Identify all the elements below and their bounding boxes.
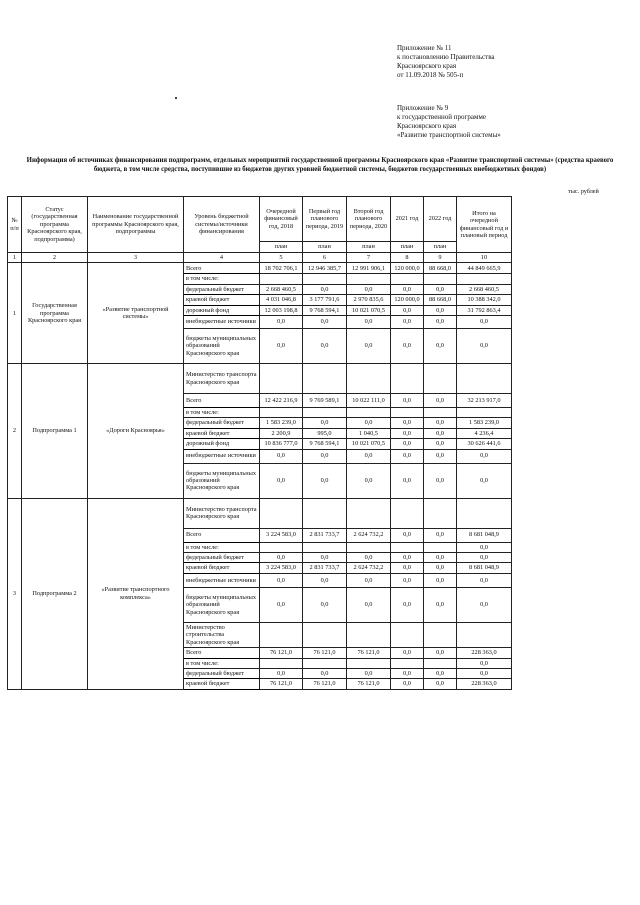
appendix-11-block [397,44,495,80]
budget-level-cell: дорожный фонд [184,305,260,315]
amount-cell [260,498,303,528]
amount-cell: 4 236,4 [457,428,512,438]
amount-cell [347,622,391,647]
budget-level-cell: внебюджетные источники [184,573,260,587]
header-n: № п/п [8,197,22,253]
header-2021: 2021 год [391,197,424,242]
column-index: 3 [88,253,184,263]
header-plan: план [391,242,424,253]
amount-cell: 0,0 [391,668,424,678]
budget-level-cell: Всего [184,528,260,542]
amount-cell [424,364,457,394]
amount-cell: 10 836 777,0 [260,439,303,449]
budget-level-cell: Министерство строительства Красноярского края [184,622,260,647]
amount-cell [260,658,303,668]
amount-cell: 0,0 [260,463,303,498]
amount-cell [424,622,457,647]
header-total: Итого на очередной финансовый год и плановый период [457,197,512,253]
amount-cell: 12 422 216,9 [260,394,303,408]
amount-cell: 88 668,0 [424,263,457,274]
amount-cell: 0,0 [303,329,347,364]
amount-cell [260,408,303,418]
amount-cell [347,274,391,284]
amount-cell: 0,0 [457,449,512,463]
amount-cell: 8 681 048,9 [457,563,512,573]
amount-cell: 0,0 [424,439,457,449]
column-index: 9 [424,253,457,263]
amount-cell: 0,0 [457,463,512,498]
amount-cell [391,498,424,528]
amount-cell: 0,0 [391,573,424,587]
amount-cell: 0,0 [424,587,457,622]
amount-cell: 0,0 [424,648,457,658]
amount-cell: 31 792 863,4 [457,305,512,315]
budget-level-cell: в том числе: [184,542,260,552]
table-row [8,498,512,528]
name-cell: «Развитие транспортной системы» [88,263,184,364]
budget-level-cell: внебюджетные источники [184,316,260,329]
appendix-11-line: от 11.09.2018 № 505-п [397,71,464,79]
budget-level-cell: краевой бюджет [184,679,260,689]
amount-cell [391,542,424,552]
column-index: 10 [457,253,512,263]
amount-cell [457,622,512,647]
header-2018: Очередной финансовый год, 2018 [260,197,303,242]
amount-cell: 0,0 [303,573,347,587]
amount-cell [391,364,424,394]
amount-cell [260,364,303,394]
amount-cell: 0,0 [424,553,457,563]
amount-cell [347,364,391,394]
amount-cell [391,408,424,418]
units-label: тыс. рублей [568,188,599,195]
amount-cell [424,274,457,284]
amount-cell: 0,0 [391,439,424,449]
column-index: 5 [260,253,303,263]
amount-cell: 0,0 [347,449,391,463]
amount-cell: 0,0 [457,658,512,668]
amount-cell: 0,0 [457,587,512,622]
amount-cell: 995,0 [303,428,347,438]
amount-cell [260,274,303,284]
amount-cell: 0,0 [391,329,424,364]
budget-level-cell: Министерство транспорта Красноярского края [184,364,260,394]
budget-level-cell: внебюджетные источники [184,449,260,463]
budget-level-cell: Всего [184,394,260,408]
amount-cell: 76 121,0 [260,679,303,689]
amount-cell: 0,0 [260,668,303,678]
budget-level-cell: Всего [184,263,260,274]
amount-cell: 2 970 835,6 [347,295,391,305]
amount-cell: 0,0 [347,587,391,622]
amount-cell: 120 000,0 [391,263,424,274]
amount-cell [391,622,424,647]
amount-cell: 0,0 [424,563,457,573]
amount-cell: 120 000,0 [391,295,424,305]
amount-cell: 76 121,0 [347,679,391,689]
amount-cell [260,542,303,552]
amount-cell: 0,0 [457,316,512,329]
amount-cell [424,408,457,418]
amount-cell [424,542,457,552]
amount-cell: 32 213 917,0 [457,394,512,408]
amount-cell: 9 768 594,1 [303,305,347,315]
column-index: 4 [184,253,260,263]
amount-cell: 0,0 [391,305,424,315]
amount-cell: 4 031 046,8 [260,295,303,305]
amount-cell: 0,0 [303,463,347,498]
document-title: Информация об источниках финансирования подпрограмм, отдельных мероприятий государственной программы Красноярского края «Развитие транспортной системы» (средства краевого бюджета, в том числе средства, поступившие из бюджетов других уровней бюджетной системы, бюджетов государственных внебюджетных фондов) [26,157,614,173]
amount-cell: 1 583 239,0 [457,418,512,428]
amount-cell: 0,0 [391,418,424,428]
row-number: 1 [8,263,22,364]
amount-cell: 0,0 [347,329,391,364]
amount-cell: 0,0 [457,573,512,587]
name-cell: «Развитие транспортного комплекса» [88,498,184,689]
amount-cell: 0,0 [424,316,457,329]
amount-cell: 10 021 070,5 [347,439,391,449]
budget-level-cell: краевой бюджет [184,428,260,438]
amount-cell: 10 021 070,5 [347,305,391,315]
amount-cell: 9 768 594,1 [303,439,347,449]
amount-cell: 2 624 732,2 [347,563,391,573]
financing-table [7,196,512,690]
budget-level-cell: краевой бюджет [184,295,260,305]
amount-cell: 0,0 [303,316,347,329]
header-2022: 2022 год [424,197,457,242]
amount-cell [303,364,347,394]
budget-level-cell: Всего [184,648,260,658]
status-cell: Подпрограмма 1 [22,364,88,499]
amount-cell: 2 200,9 [260,428,303,438]
amount-cell: 18 702 706,1 [260,263,303,274]
header-level: Уровень бюджетной системы/источники финансирования [184,197,260,253]
amount-cell: 0,0 [391,394,424,408]
amount-cell: 0,0 [391,528,424,542]
appendix-9-line: Красноярского края [397,122,457,130]
appendix-11-line: к постановлению Правительства [397,53,495,61]
budget-level-cell: федеральный бюджет [184,284,260,294]
amount-cell: 10 022 111,0 [347,394,391,408]
budget-level-cell: в том числе: [184,658,260,668]
amount-cell: 12 991 906,1 [347,263,391,274]
amount-cell: 228 363,0 [457,679,512,689]
appendix-11-line: Красноярского края [397,62,457,70]
amount-cell: 0,0 [303,418,347,428]
budget-level-cell: федеральный бюджет [184,418,260,428]
budget-level-cell: краевой бюджет [184,563,260,573]
amount-cell [303,498,347,528]
amount-cell: 0,0 [424,463,457,498]
amount-cell: 0,0 [260,573,303,587]
amount-cell: 76 121,0 [347,648,391,658]
amount-cell [391,274,424,284]
amount-cell: 0,0 [347,668,391,678]
amount-cell: 0,0 [303,587,347,622]
amount-cell [347,408,391,418]
amount-cell: 0,0 [260,553,303,563]
amount-cell: 0,0 [457,553,512,563]
amount-cell: 0,0 [424,679,457,689]
amount-cell [303,274,347,284]
appendix-9-line: к государственной программе [397,113,486,121]
amount-cell: 0,0 [260,316,303,329]
amount-cell [424,498,457,528]
amount-cell: 2 668 460,5 [457,284,512,294]
amount-cell: 0,0 [424,449,457,463]
header-row [8,197,512,242]
amount-cell: 1 583 239,0 [260,418,303,428]
amount-cell: 76 121,0 [303,679,347,689]
amount-cell: 0,0 [347,573,391,587]
amount-cell: 0,0 [424,329,457,364]
budget-level-cell: в том числе: [184,408,260,418]
amount-cell: 0,0 [391,679,424,689]
amount-cell [303,658,347,668]
status-cell: Подпрограмма 2 [22,498,88,689]
appendix-11-line: Приложение № 11 [397,44,452,52]
budget-level-cell: бюджеты муниципальных образований Красноярского края [184,463,260,498]
amount-cell: 0,0 [260,587,303,622]
amount-cell: 0,0 [347,284,391,294]
amount-cell: 88 668,0 [424,295,457,305]
column-index: 7 [347,253,391,263]
amount-cell [303,408,347,418]
header-plan: план [303,242,347,253]
amount-cell [391,658,424,668]
amount-cell: 0,0 [457,542,512,552]
amount-cell: 0,0 [303,668,347,678]
amount-cell [424,658,457,668]
amount-cell: 0,0 [303,553,347,563]
amount-cell [457,364,512,394]
amount-cell: 0,0 [391,648,424,658]
header-status: Статус (государственная программа Красноярского края, подпрограмма) [22,197,88,253]
amount-cell: 3 224 583,0 [260,563,303,573]
header-plan: план [424,242,457,253]
amount-cell: 0,0 [260,329,303,364]
amount-cell: 2 831 733,7 [303,528,347,542]
column-index: 6 [303,253,347,263]
amount-cell [260,622,303,647]
amount-cell: 9 769 589,1 [303,394,347,408]
amount-cell: 8 681 048,9 [457,528,512,542]
amount-cell: 0,0 [424,573,457,587]
amount-cell: 12 946 385,7 [303,263,347,274]
appendix-9-line: «Развитие транспортной системы» [397,131,501,139]
amount-cell: 0,0 [424,428,457,438]
appendix-9-line: Приложение № 9 [397,104,449,112]
budget-level-cell: дорожный фонд [184,439,260,449]
amount-cell: 12 003 198,8 [260,305,303,315]
amount-cell: 3 177 791,6 [303,295,347,305]
amount-cell: 30 626 441,6 [457,439,512,449]
amount-cell: 0,0 [424,418,457,428]
amount-cell: 0,0 [391,553,424,563]
header-plan: план [260,242,303,253]
table-row [8,263,512,274]
amount-cell: 0,0 [457,668,512,678]
budget-level-cell: в том числе: [184,274,260,284]
amount-cell: 0,0 [347,463,391,498]
amount-cell [347,498,391,528]
amount-cell [457,408,512,418]
status-cell: Государственная программа Красноярского края [22,263,88,364]
amount-cell: 0,0 [424,394,457,408]
amount-cell: 1 040,5 [347,428,391,438]
table-row [8,364,512,394]
amount-cell: 228 363,0 [457,648,512,658]
column-index: 2 [22,253,88,263]
amount-cell: 0,0 [347,316,391,329]
amount-cell: 0,0 [391,463,424,498]
amount-cell: 0,0 [391,563,424,573]
amount-cell: 10 388 342,0 [457,295,512,305]
amount-cell: 0,0 [260,449,303,463]
budget-level-cell: федеральный бюджет [184,553,260,563]
amount-cell: 0,0 [424,528,457,542]
amount-cell: 0,0 [457,329,512,364]
amount-cell: 0,0 [303,284,347,294]
amount-cell [303,622,347,647]
amount-cell [303,542,347,552]
header-name: Наименование государственной программы Красноярского края, подпрограммы [88,197,184,253]
header-2020: Второй год планового периода, 2020 [347,197,391,242]
row-number: 3 [8,498,22,689]
column-index: 1 [8,253,22,263]
name-cell: «Дороги Красноярья» [88,364,184,499]
amount-cell: 76 121,0 [303,648,347,658]
budget-level-cell: бюджеты муниципальных образований Красноярского края [184,329,260,364]
header-plan: план [347,242,391,253]
amount-cell: 0,0 [424,284,457,294]
amount-cell [347,542,391,552]
amount-cell: 0,0 [347,418,391,428]
amount-cell [457,274,512,284]
amount-cell: 0,0 [424,305,457,315]
amount-cell: 0,0 [303,449,347,463]
budget-level-cell: Министерство транспорта Красноярского края [184,498,260,528]
amount-cell: 2 624 732,2 [347,528,391,542]
amount-cell: 0,0 [391,587,424,622]
amount-cell: 0,0 [391,449,424,463]
budget-level-cell: бюджеты муниципальных образований Красноярского края [184,587,260,622]
scan-speck [175,97,177,99]
amount-cell: 3 224 583,0 [260,528,303,542]
amount-cell: 0,0 [347,553,391,563]
row-number: 2 [8,364,22,499]
amount-cell: 2 831 733,7 [303,563,347,573]
column-index: 8 [391,253,424,263]
amount-cell: 2 668 460,5 [260,284,303,294]
column-index-row [8,253,512,263]
amount-cell: 76 121,0 [260,648,303,658]
budget-level-cell: федеральный бюджет [184,668,260,678]
amount-cell [347,658,391,668]
amount-cell: 0,0 [424,668,457,678]
amount-cell: 0,0 [391,316,424,329]
amount-cell: 44 849 665,9 [457,263,512,274]
amount-cell: 0,0 [391,284,424,294]
amount-cell: 0,0 [391,428,424,438]
appendix-9-block [397,104,501,140]
header-2019: Первый год планового периода, 2019 [303,197,347,242]
amount-cell [457,498,512,528]
